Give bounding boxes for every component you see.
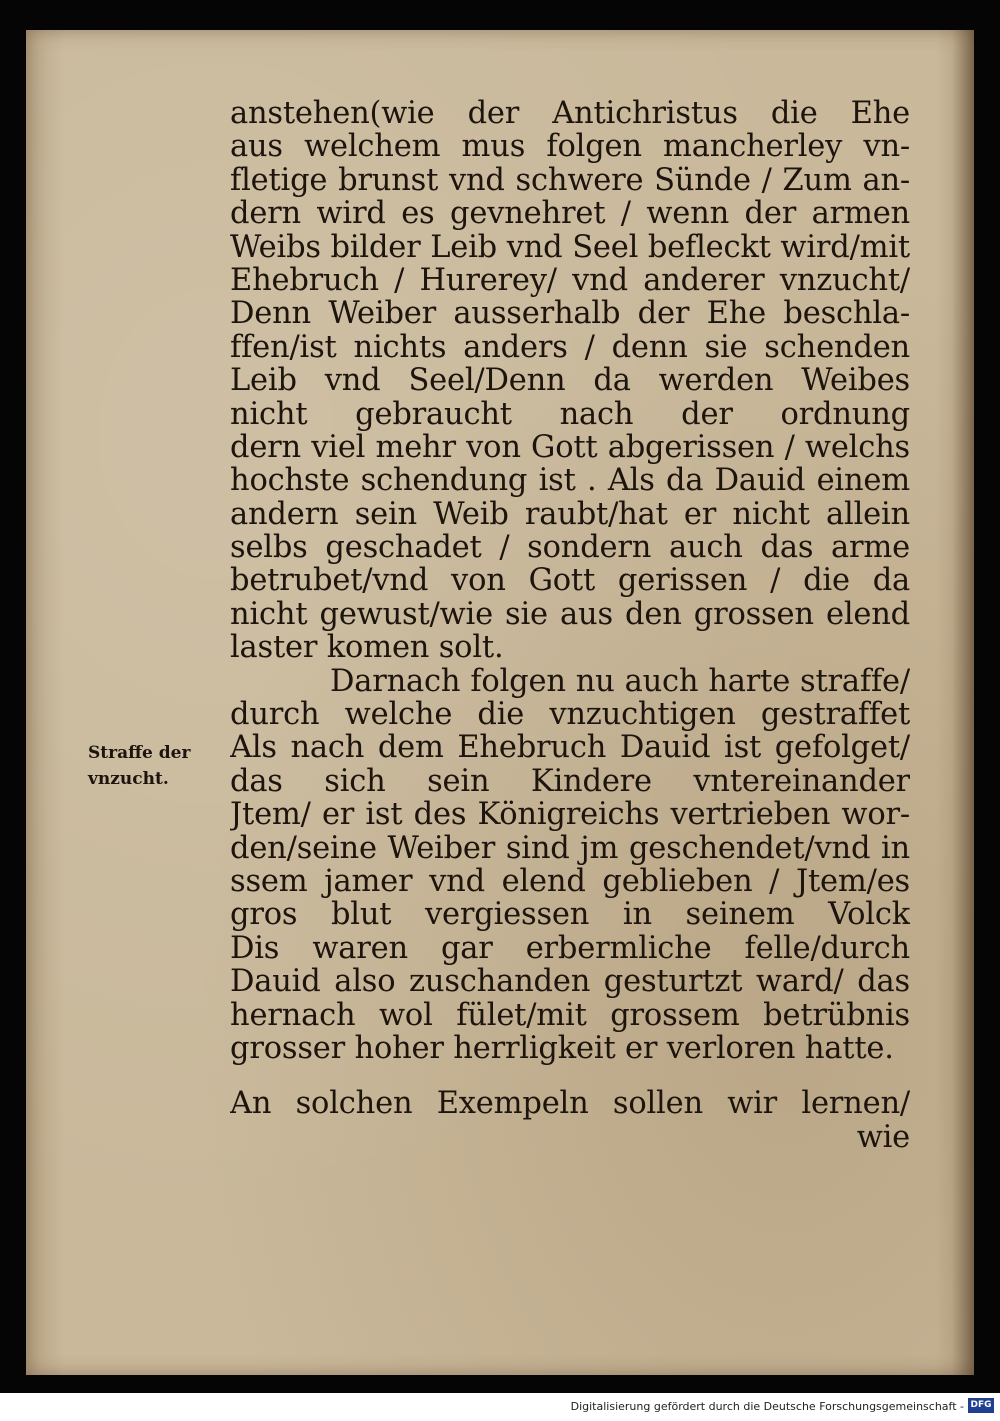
footer-credit: Digitalisierung gefördert durch die Deutsche Forschungsgemeinschaft -: [570, 1400, 964, 1413]
catchword: wie: [856, 1119, 910, 1155]
text-line: Leib vnd Seel/Denn da werden Weibes: [230, 364, 910, 398]
text-line: andern sein Weib raubt/hat er nicht allein: [230, 497, 910, 532]
text-line: Ehebruch / Hurerey/ vnd anderer vnzucht/: [230, 263, 910, 298]
text-line: Als nach dem Ehebruch Dauid ist gefolget/: [230, 731, 910, 765]
text-line: laster komen solt.: [230, 630, 504, 666]
text-line: Dauid also zuschanden gesturtzt ward/ das: [230, 965, 910, 999]
text-line: anstehen(wie der Antichristus die Ehe: [230, 97, 910, 131]
text-line: nicht gewust/wie sie aus den grossen elend: [230, 597, 910, 632]
text-line: fletige brunst vnd schwere Sünde / Zum an-: [230, 163, 910, 198]
text-line: hernach wol fület/mit grossem betrübnis: [230, 998, 910, 1032]
paragraph-gap: [230, 1065, 910, 1087]
text-line: gros blut vergiessen in seinem Volck: [230, 898, 910, 932]
page-edge-shadow: [952, 30, 974, 1375]
text-line: hochste schendung ist . Als da Dauid einem: [230, 464, 910, 498]
margin-note: [88, 740, 218, 792]
text-line: nicht gebraucht nach der ordnung: [230, 397, 910, 431]
text-line-paragraph-start: Darnach folgen nu auch harte straffe/: [330, 664, 910, 699]
text-line: Denn Weiber ausserhalb der Ehe beschla-: [230, 297, 910, 331]
text-line: Jtem/ er ist des Königreichs vertrieben wor-: [230, 798, 910, 832]
closing-line: An solchen Exempeln sollen wir lernen/: [230, 1087, 910, 1121]
text-line: das sich sein Kindere vntereinander: [230, 764, 910, 799]
dfg-logo[interactable]: DFG: [968, 1398, 994, 1413]
text-line: ssem jamer vnd elend geblieben / Jtem/es: [230, 864, 910, 899]
text-line: aus welchem mus folgen mancherley vn-: [230, 130, 910, 164]
footer-bar: [0, 1393, 1000, 1421]
text-line: durch welche die vnzuchtigen gestraffet: [230, 698, 910, 732]
margin-note-line: vnzucht.: [88, 769, 169, 789]
text-line: dern wird es gevnehret / wenn der armen: [230, 197, 910, 231]
text-line: selbs geschadet / sondern auch das arme: [230, 531, 910, 565]
margin-note-line: Straffe der: [88, 743, 191, 763]
text-line: betrubet/vnd von Gott gerissen / die da: [230, 564, 910, 598]
text-line: ffen/ist nichts anders / denn sie schenden: [230, 330, 910, 365]
text-line: Weibs bilder Leib vnd Seel befleckt wird/mit: [230, 230, 910, 264]
text-line: grosser hoher herrligkeit er verloren hatte.: [230, 1030, 894, 1066]
text-line: Dis waren gar erbermliche felle/durch: [230, 931, 910, 966]
main-text-block: [230, 97, 910, 1154]
text-line: dern viel mehr von Gott abgerissen / welchs: [230, 430, 910, 465]
text-line: den/seine Weiber sind jm geschendet/vnd in: [230, 831, 910, 865]
